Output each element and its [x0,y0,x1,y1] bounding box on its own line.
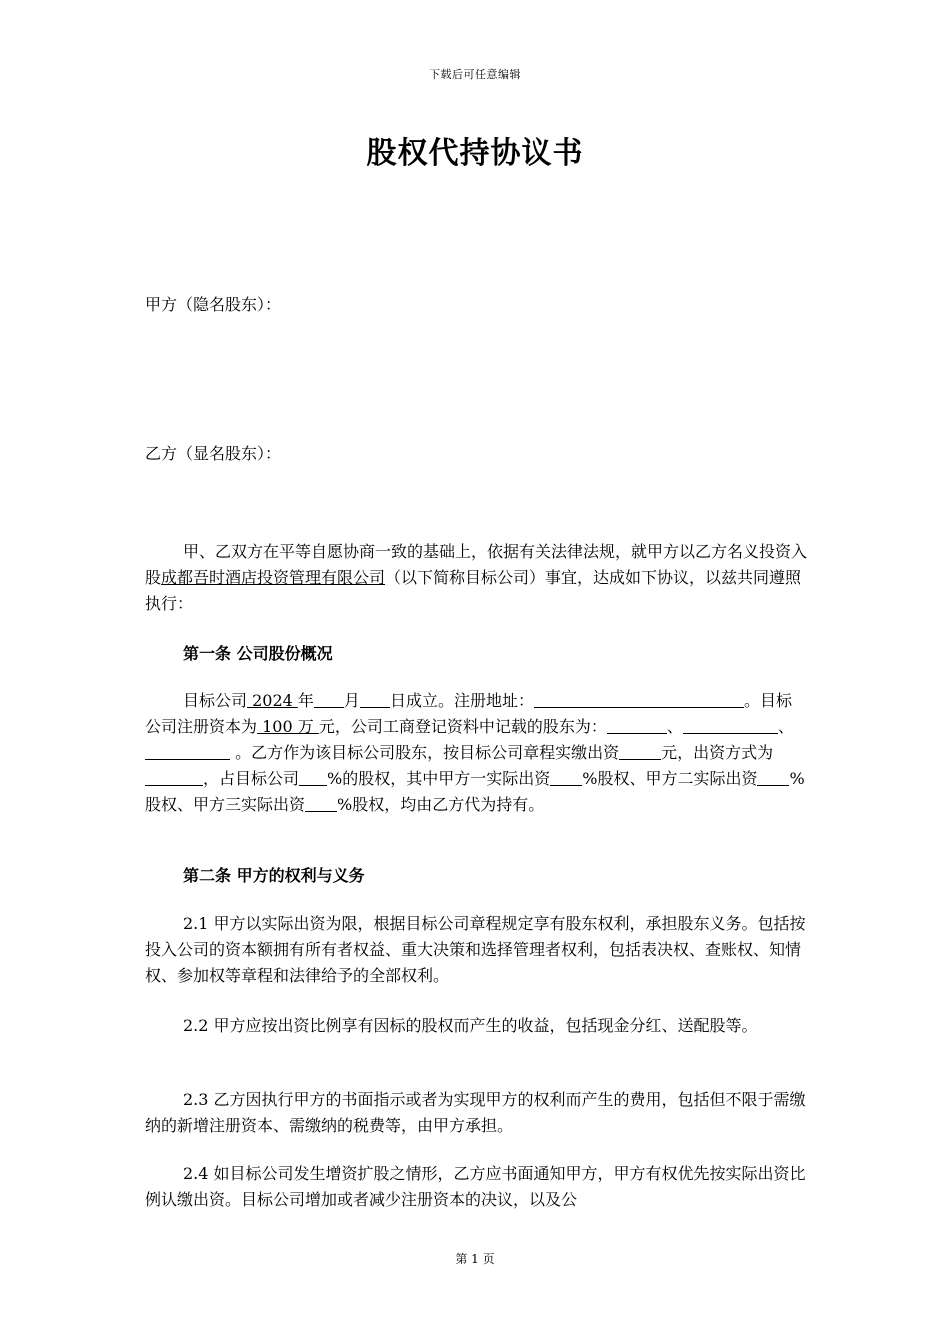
header-note: 下载后可任意编辑 [429,68,521,81]
a1-text: 目标公司 [183,691,248,710]
document-title: 股权代持协议书 [366,136,584,171]
clause-2-1 [145,911,807,989]
clause-2-4 [145,1161,807,1213]
a1-text: 元，出资方式为 [661,743,774,762]
a1-text: %股权，均由乙方代为持有。 [337,795,545,814]
blank-month [314,689,344,708]
a1-text: %的股权，其中甲方一实际出资 [327,769,551,788]
blank-party-a2-percent [757,767,789,786]
a1-separator: 、 [777,717,794,736]
a1-separator: 、 [666,717,683,736]
blank-paid-capital [619,741,661,760]
blank-contribution-method [145,767,203,786]
a1-text: 。目标公司注册资本为 [145,691,792,736]
blank-shareholder-1 [607,715,667,734]
a1-text: 月 [343,691,360,710]
clause-2-1-text: 2.1 甲方以实际出资为限，根据目标公司章程规定享有股东权利，承担股东义务。包括按投入公司的资本额拥有所有者权益、重大决策和选择管理者权利，包括表决权、查账权、知情权、参加权等章程和法律给予的全部权利。 [145,914,806,985]
page-number-footer [0,1250,950,1267]
founding-year: 2024 [247,691,298,710]
party-a-label: 甲方（隐名股东）： [145,295,282,314]
preamble-paragraph [145,539,807,617]
a1-text: %股权、甲方三实际出资 [145,769,805,814]
target-company-name: 成都吾时酒店投资管理有限公司 [161,568,386,587]
preamble-text-1: 甲、乙双方在平等自愿协商一致的基础上，依据有关法律法规，就甲方以乙方名义投资入股 [145,542,808,587]
party-b-label: 乙方（显名股东）： [145,444,282,463]
footer-suffix: 页 [482,1252,495,1266]
a1-text: 日成立。注册地址： [389,691,534,710]
blank-shareholder-3 [145,741,230,760]
registered-capital: 100 万 [257,717,319,736]
clause-2-4-text: 2.4 如目标公司发生增资扩股之情形，乙方应书面通知甲方，甲方有权优先按实际出资比例认缴出资。目标公司增加或者减少注册资本的决议，以及公 [145,1164,806,1209]
footer-prefix: 第 [455,1252,468,1266]
article-1-paragraph [145,688,807,818]
a1-text: %股权、甲方二实际出资 [582,769,758,788]
a1-text: 元，公司工商登记资料中记载的股东为： [318,717,607,736]
article-1-heading: 第一条 公司股份概况 [183,644,333,663]
clause-2-2-text: 2.2 甲方应按出资比例享有因标的股权而产生的收益，包括现金分红、送配股等。 [183,1016,758,1035]
blank-day [360,689,390,708]
a1-text: ，占目标公司 [203,769,300,788]
blank-address [534,689,744,708]
preamble-text-2: （以下简称目标公司）事宜，达成如下协议，以兹共同遵照执行： [145,568,802,613]
blank-total-percent [299,767,327,786]
blank-shareholder-2 [683,715,778,734]
a1-text: 年 [297,691,314,710]
clause-2-3 [145,1087,807,1139]
blank-party-a3-percent [305,793,337,812]
article-2-heading: 第二条 甲方的权利与义务 [183,866,365,885]
a1-text: 。乙方作为该目标公司股东，按目标公司章程实缴出资 [230,743,620,762]
clause-2-3-text: 2.3 乙方因执行甲方的书面指示或者为实现甲方的权利而产生的费用，包括但不限于需缴纳的新增注册资本、需缴纳的税费等，由甲方承担。 [145,1090,806,1135]
clause-2-2 [145,1013,807,1039]
page-number: 1 [471,1252,479,1266]
blank-party-a1-percent [550,767,582,786]
